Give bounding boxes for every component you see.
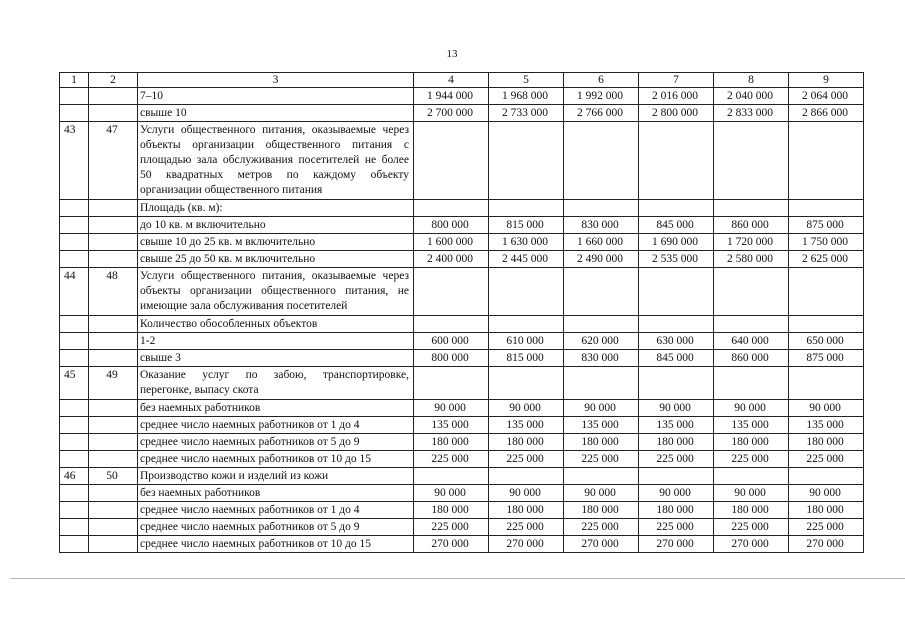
value-cell-col-4 bbox=[414, 367, 489, 400]
value-cell-col-8: 2 833 000 bbox=[714, 105, 789, 122]
row-code bbox=[89, 417, 138, 434]
value-cell-col-9: 1 750 000 bbox=[789, 234, 864, 251]
value-cell-col-9 bbox=[789, 316, 864, 333]
value-cell-col-5: 90 000 bbox=[489, 485, 564, 502]
row-number bbox=[60, 88, 89, 105]
value-cell-col-6: 135 000 bbox=[564, 417, 639, 434]
table-row bbox=[60, 536, 864, 553]
row-code bbox=[89, 434, 138, 451]
table-row bbox=[60, 316, 864, 333]
row-code: 50 bbox=[89, 468, 138, 485]
value-cell-col-7: 90 000 bbox=[639, 400, 714, 417]
table-row bbox=[60, 502, 864, 519]
column-header-3: 3 bbox=[138, 73, 414, 88]
table-row bbox=[60, 217, 864, 234]
row-number bbox=[60, 485, 89, 502]
value-cell-col-7: 2 535 000 bbox=[639, 251, 714, 268]
value-cell-col-6: 270 000 bbox=[564, 536, 639, 553]
value-cell-col-6 bbox=[564, 468, 639, 485]
value-cell-col-9: 225 000 bbox=[789, 519, 864, 536]
row-code bbox=[89, 451, 138, 468]
value-cell-col-6: 225 000 bbox=[564, 451, 639, 468]
column-header-2: 2 bbox=[89, 73, 138, 88]
value-cell-col-5: 610 000 bbox=[489, 333, 564, 350]
row-label: среднее число наемных работников от 10 до 15 bbox=[138, 451, 414, 468]
value-cell-col-8: 1 720 000 bbox=[714, 234, 789, 251]
value-cell-col-9 bbox=[789, 122, 864, 200]
value-cell-col-8: 225 000 bbox=[714, 519, 789, 536]
row-label: свыше 10 bbox=[138, 105, 414, 122]
value-cell-col-9: 875 000 bbox=[789, 217, 864, 234]
row-code: 49 bbox=[89, 367, 138, 400]
row-number bbox=[60, 105, 89, 122]
value-cell-col-5: 270 000 bbox=[489, 536, 564, 553]
value-cell-col-4 bbox=[414, 468, 489, 485]
table-row bbox=[60, 400, 864, 417]
value-cell-col-7: 630 000 bbox=[639, 333, 714, 350]
row-number bbox=[60, 251, 89, 268]
column-header-6: 6 bbox=[564, 73, 639, 88]
value-cell-col-8 bbox=[714, 122, 789, 200]
table-row bbox=[60, 122, 864, 200]
value-cell-col-8: 135 000 bbox=[714, 417, 789, 434]
row-code bbox=[89, 316, 138, 333]
column-header-4: 4 bbox=[414, 73, 489, 88]
value-cell-col-6: 830 000 bbox=[564, 350, 639, 367]
value-cell-col-4 bbox=[414, 316, 489, 333]
value-cell-col-8: 180 000 bbox=[714, 502, 789, 519]
value-cell-col-6: 2 490 000 bbox=[564, 251, 639, 268]
value-cell-col-4: 1 944 000 bbox=[414, 88, 489, 105]
value-cell-col-6: 90 000 bbox=[564, 400, 639, 417]
row-code: 48 bbox=[89, 268, 138, 316]
value-cell-col-6: 620 000 bbox=[564, 333, 639, 350]
header-row bbox=[60, 73, 864, 88]
value-cell-col-8: 180 000 bbox=[714, 434, 789, 451]
value-cell-col-4: 90 000 bbox=[414, 400, 489, 417]
value-cell-col-9: 90 000 bbox=[789, 485, 864, 502]
value-cell-col-7 bbox=[639, 268, 714, 316]
value-cell-col-9: 180 000 bbox=[789, 434, 864, 451]
row-number bbox=[60, 333, 89, 350]
value-cell-col-5: 180 000 bbox=[489, 502, 564, 519]
row-label: среднее число наемных работников от 1 до 4 bbox=[138, 502, 414, 519]
row-label: 7–10 bbox=[138, 88, 414, 105]
value-cell-col-5: 1 630 000 bbox=[489, 234, 564, 251]
value-cell-col-4: 2 400 000 bbox=[414, 251, 489, 268]
value-cell-col-5: 225 000 bbox=[489, 451, 564, 468]
row-label: свыше 3 bbox=[138, 350, 414, 367]
row-number: 46 bbox=[60, 468, 89, 485]
value-cell-col-6 bbox=[564, 316, 639, 333]
row-code bbox=[89, 217, 138, 234]
row-code bbox=[89, 519, 138, 536]
bottom-rule bbox=[10, 578, 905, 579]
row-label: Услуги общественного питания, оказываемые через объекты организации общественного питания с площадью зала обслуживания посетителей не более 50 квадратных метров по каждому объекту организации общественного питания bbox=[138, 122, 414, 200]
value-cell-col-6: 2 766 000 bbox=[564, 105, 639, 122]
value-cell-col-6 bbox=[564, 268, 639, 316]
value-cell-col-8 bbox=[714, 316, 789, 333]
row-label: среднее число наемных работников от 5 до 9 bbox=[138, 519, 414, 536]
value-cell-col-4: 225 000 bbox=[414, 519, 489, 536]
row-label: 1-2 bbox=[138, 333, 414, 350]
page-number: 13 bbox=[446, 48, 458, 60]
value-cell-col-5: 2 445 000 bbox=[489, 251, 564, 268]
row-label: Оказание услуг по забою, транспортировке, перегонке, выпасу скота bbox=[138, 367, 414, 400]
value-cell-col-8: 270 000 bbox=[714, 536, 789, 553]
value-cell-col-5: 225 000 bbox=[489, 519, 564, 536]
column-header-5: 5 bbox=[489, 73, 564, 88]
row-number bbox=[60, 417, 89, 434]
value-cell-col-9: 135 000 bbox=[789, 417, 864, 434]
value-cell-col-8: 640 000 bbox=[714, 333, 789, 350]
value-cell-col-4: 2 700 000 bbox=[414, 105, 489, 122]
table-row bbox=[60, 451, 864, 468]
value-cell-col-7: 225 000 bbox=[639, 451, 714, 468]
value-cell-col-9: 875 000 bbox=[789, 350, 864, 367]
value-cell-col-6: 1 992 000 bbox=[564, 88, 639, 105]
row-label: Площадь (кв. м): bbox=[138, 200, 414, 217]
row-number bbox=[60, 200, 89, 217]
value-cell-col-8: 2 040 000 bbox=[714, 88, 789, 105]
value-cell-col-5 bbox=[489, 316, 564, 333]
value-cell-col-7 bbox=[639, 122, 714, 200]
value-cell-col-4 bbox=[414, 122, 489, 200]
value-cell-col-9 bbox=[789, 468, 864, 485]
value-cell-col-7 bbox=[639, 316, 714, 333]
value-cell-col-7: 90 000 bbox=[639, 485, 714, 502]
value-cell-col-7: 135 000 bbox=[639, 417, 714, 434]
row-number bbox=[60, 217, 89, 234]
value-cell-col-7 bbox=[639, 468, 714, 485]
row-code bbox=[89, 485, 138, 502]
value-cell-col-5 bbox=[489, 468, 564, 485]
value-cell-col-5: 815 000 bbox=[489, 217, 564, 234]
row-label: среднее число наемных работников от 1 до 4 bbox=[138, 417, 414, 434]
value-cell-col-4: 180 000 bbox=[414, 434, 489, 451]
table-row bbox=[60, 417, 864, 434]
table-body bbox=[60, 88, 864, 553]
value-cell-col-9: 180 000 bbox=[789, 502, 864, 519]
table-row bbox=[60, 519, 864, 536]
row-number: 43 bbox=[60, 122, 89, 200]
row-number bbox=[60, 350, 89, 367]
table-row bbox=[60, 200, 864, 217]
value-cell-col-4: 800 000 bbox=[414, 217, 489, 234]
value-cell-col-5 bbox=[489, 367, 564, 400]
row-number bbox=[60, 400, 89, 417]
value-cell-col-7: 1 690 000 bbox=[639, 234, 714, 251]
table-row bbox=[60, 333, 864, 350]
value-cell-col-8: 90 000 bbox=[714, 485, 789, 502]
row-label: свыше 10 до 25 кв. м включительно bbox=[138, 234, 414, 251]
value-cell-col-8 bbox=[714, 200, 789, 217]
column-header-1: 1 bbox=[60, 73, 89, 88]
row-code bbox=[89, 234, 138, 251]
value-cell-col-4 bbox=[414, 268, 489, 316]
column-header-8: 8 bbox=[714, 73, 789, 88]
value-cell-col-4: 600 000 bbox=[414, 333, 489, 350]
value-cell-col-6: 180 000 bbox=[564, 434, 639, 451]
row-number: 44 bbox=[60, 268, 89, 316]
table-row bbox=[60, 88, 864, 105]
table-row bbox=[60, 367, 864, 400]
row-number bbox=[60, 234, 89, 251]
value-cell-col-5 bbox=[489, 268, 564, 316]
row-number bbox=[60, 536, 89, 553]
value-cell-col-9: 2 866 000 bbox=[789, 105, 864, 122]
row-number bbox=[60, 451, 89, 468]
value-cell-col-5: 1 968 000 bbox=[489, 88, 564, 105]
row-number bbox=[60, 502, 89, 519]
value-cell-col-8 bbox=[714, 367, 789, 400]
value-cell-col-5: 180 000 bbox=[489, 434, 564, 451]
value-cell-col-6: 90 000 bbox=[564, 485, 639, 502]
value-cell-col-7: 2 016 000 bbox=[639, 88, 714, 105]
value-cell-col-4: 800 000 bbox=[414, 350, 489, 367]
table-row bbox=[60, 251, 864, 268]
value-cell-col-5 bbox=[489, 200, 564, 217]
value-cell-col-8: 860 000 bbox=[714, 217, 789, 234]
table-row bbox=[60, 468, 864, 485]
row-label: Производство кожи и изделий из кожи bbox=[138, 468, 414, 485]
value-cell-col-8: 2 580 000 bbox=[714, 251, 789, 268]
value-cell-col-9: 225 000 bbox=[789, 451, 864, 468]
value-cell-col-8: 225 000 bbox=[714, 451, 789, 468]
row-label: до 10 кв. м включительно bbox=[138, 217, 414, 234]
column-header-7: 7 bbox=[639, 73, 714, 88]
value-cell-col-9: 650 000 bbox=[789, 333, 864, 350]
table-row bbox=[60, 434, 864, 451]
row-label: среднее число наемных работников от 10 до 15 bbox=[138, 536, 414, 553]
value-cell-col-4: 1 600 000 bbox=[414, 234, 489, 251]
value-cell-col-7: 2 800 000 bbox=[639, 105, 714, 122]
value-cell-col-5: 815 000 bbox=[489, 350, 564, 367]
value-cell-col-8 bbox=[714, 268, 789, 316]
value-cell-col-8 bbox=[714, 468, 789, 485]
value-cell-col-4: 270 000 bbox=[414, 536, 489, 553]
value-cell-col-9 bbox=[789, 268, 864, 316]
row-number bbox=[60, 316, 89, 333]
value-cell-col-7: 845 000 bbox=[639, 217, 714, 234]
value-cell-col-7 bbox=[639, 200, 714, 217]
row-code bbox=[89, 350, 138, 367]
value-cell-col-8: 90 000 bbox=[714, 400, 789, 417]
value-cell-col-7: 180 000 bbox=[639, 434, 714, 451]
row-code bbox=[89, 536, 138, 553]
value-cell-col-4: 135 000 bbox=[414, 417, 489, 434]
value-cell-col-6: 830 000 bbox=[564, 217, 639, 234]
value-cell-col-6: 1 660 000 bbox=[564, 234, 639, 251]
value-cell-col-8: 860 000 bbox=[714, 350, 789, 367]
value-cell-col-9: 90 000 bbox=[789, 400, 864, 417]
table-row bbox=[60, 485, 864, 502]
row-label: без наемных работников bbox=[138, 400, 414, 417]
value-cell-col-4 bbox=[414, 200, 489, 217]
row-code bbox=[89, 502, 138, 519]
tariff-table bbox=[59, 72, 864, 553]
value-cell-col-9 bbox=[789, 367, 864, 400]
value-cell-col-9: 2 064 000 bbox=[789, 88, 864, 105]
value-cell-col-5: 90 000 bbox=[489, 400, 564, 417]
value-cell-col-5: 135 000 bbox=[489, 417, 564, 434]
value-cell-col-6 bbox=[564, 367, 639, 400]
value-cell-col-7: 270 000 bbox=[639, 536, 714, 553]
value-cell-col-6 bbox=[564, 200, 639, 217]
value-cell-col-5: 2 733 000 bbox=[489, 105, 564, 122]
value-cell-col-4: 225 000 bbox=[414, 451, 489, 468]
row-label: свыше 25 до 50 кв. м включительно bbox=[138, 251, 414, 268]
value-cell-col-7: 845 000 bbox=[639, 350, 714, 367]
row-label: среднее число наемных работников от 5 до 9 bbox=[138, 434, 414, 451]
value-cell-col-4: 180 000 bbox=[414, 502, 489, 519]
row-code bbox=[89, 333, 138, 350]
row-label: Количество обособленных объектов bbox=[138, 316, 414, 333]
row-code: 47 bbox=[89, 122, 138, 200]
row-label: Услуги общественного питания, оказываемые через объекты организации общественного питания, не имеющие зала обслуживания посетителей bbox=[138, 268, 414, 316]
row-code bbox=[89, 200, 138, 217]
table-row bbox=[60, 268, 864, 316]
value-cell-col-6: 225 000 bbox=[564, 519, 639, 536]
row-number bbox=[60, 519, 89, 536]
value-cell-col-4: 90 000 bbox=[414, 485, 489, 502]
column-header-9: 9 bbox=[789, 73, 864, 88]
value-cell-col-7: 180 000 bbox=[639, 502, 714, 519]
table-row bbox=[60, 105, 864, 122]
row-code bbox=[89, 251, 138, 268]
value-cell-col-6: 180 000 bbox=[564, 502, 639, 519]
row-code bbox=[89, 105, 138, 122]
value-cell-col-9 bbox=[789, 200, 864, 217]
value-cell-col-9: 2 625 000 bbox=[789, 251, 864, 268]
row-code bbox=[89, 400, 138, 417]
value-cell-col-7 bbox=[639, 367, 714, 400]
value-cell-col-6 bbox=[564, 122, 639, 200]
value-cell-col-7: 225 000 bbox=[639, 519, 714, 536]
row-label: без наемных работников bbox=[138, 485, 414, 502]
row-number: 45 bbox=[60, 367, 89, 400]
value-cell-col-9: 270 000 bbox=[789, 536, 864, 553]
table-row bbox=[60, 234, 864, 251]
row-code bbox=[89, 88, 138, 105]
table-row bbox=[60, 350, 864, 367]
row-number bbox=[60, 434, 89, 451]
value-cell-col-5 bbox=[489, 122, 564, 200]
